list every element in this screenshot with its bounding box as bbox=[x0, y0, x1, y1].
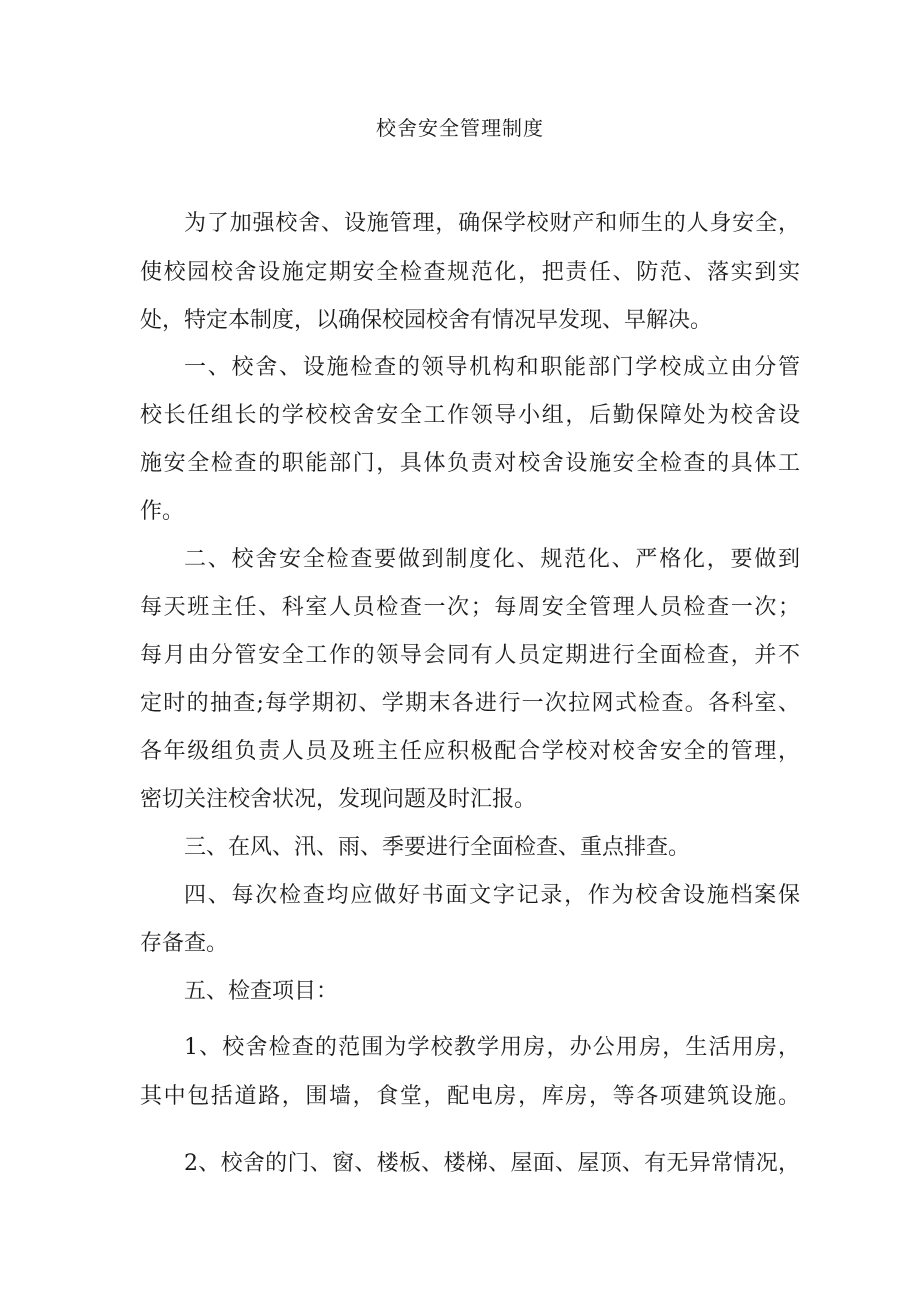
paragraph-line: 一、校舍、设施检查的领导机构和职能部门学校成立由分管 bbox=[184, 355, 800, 380]
paragraph-line: 其中包括道路，围墙，食堂，配电房，库房，等各项建筑设施。 bbox=[140, 1084, 800, 1109]
paragraph-line: 使校园校舍设施定期安全检查规范化，把责任、防范、落实到实 bbox=[140, 260, 800, 285]
paragraph-line: 每月由分管安全工作的领导会同有人员定期进行全面检查，并不 bbox=[140, 643, 800, 668]
paragraph-line: 各年级组负责人员及班主任应积极配合学校对校舍安全的管理， bbox=[140, 739, 800, 764]
paragraph-line: 为了加强校舍、设施管理，确保学校财产和师生的人身安全， bbox=[184, 211, 800, 236]
paragraph-line: 三、在风、汛、雨、季要进行全面检查、重点排查。 bbox=[184, 835, 691, 860]
paragraph-line: 2、校舍的门、窗、楼板、楼梯、屋面、屋顶、有无异常情况， bbox=[184, 1151, 800, 1176]
paragraph-line: 作。 bbox=[140, 499, 185, 524]
paragraph-line: 四、每次检查均应做好书面文字记录，作为校舍设施档案保 bbox=[184, 883, 800, 908]
paragraph-line: 处，特定本制度，以确保校园校舍有情况早发现、早解决。 bbox=[140, 308, 713, 333]
paragraph-line: 施安全检查的职能部门，具体负责对校舍设施安全检查的具体工 bbox=[140, 451, 800, 476]
paragraph-line: 1、校舍检查的范围为学校教学用房，办公用房，生活用房， bbox=[184, 1035, 800, 1060]
paragraph-line: 定时的抽查;每学期初、学期末各进行一次拉网式检查。各科室、 bbox=[140, 691, 800, 716]
paragraph-line: 每天班主任、科室人员检查一次；每周安全管理人员检查一次； bbox=[140, 595, 800, 620]
paragraph-line: 密切关注校舍状况，发现问题及时汇报。 bbox=[140, 787, 537, 812]
paragraph-line: 存备查。 bbox=[140, 931, 229, 956]
document-title: 校舍安全管理制度 bbox=[376, 116, 544, 140]
paragraph-line: 校长任组长的学校校舍安全工作领导小组，后勤保障处为校舍设 bbox=[140, 403, 800, 428]
paragraph-line: 二、校舍安全检查要做到制度化、规范化、严格化，要做到 bbox=[184, 547, 800, 572]
paragraph-line: 五、检查项目： bbox=[184, 979, 339, 1004]
